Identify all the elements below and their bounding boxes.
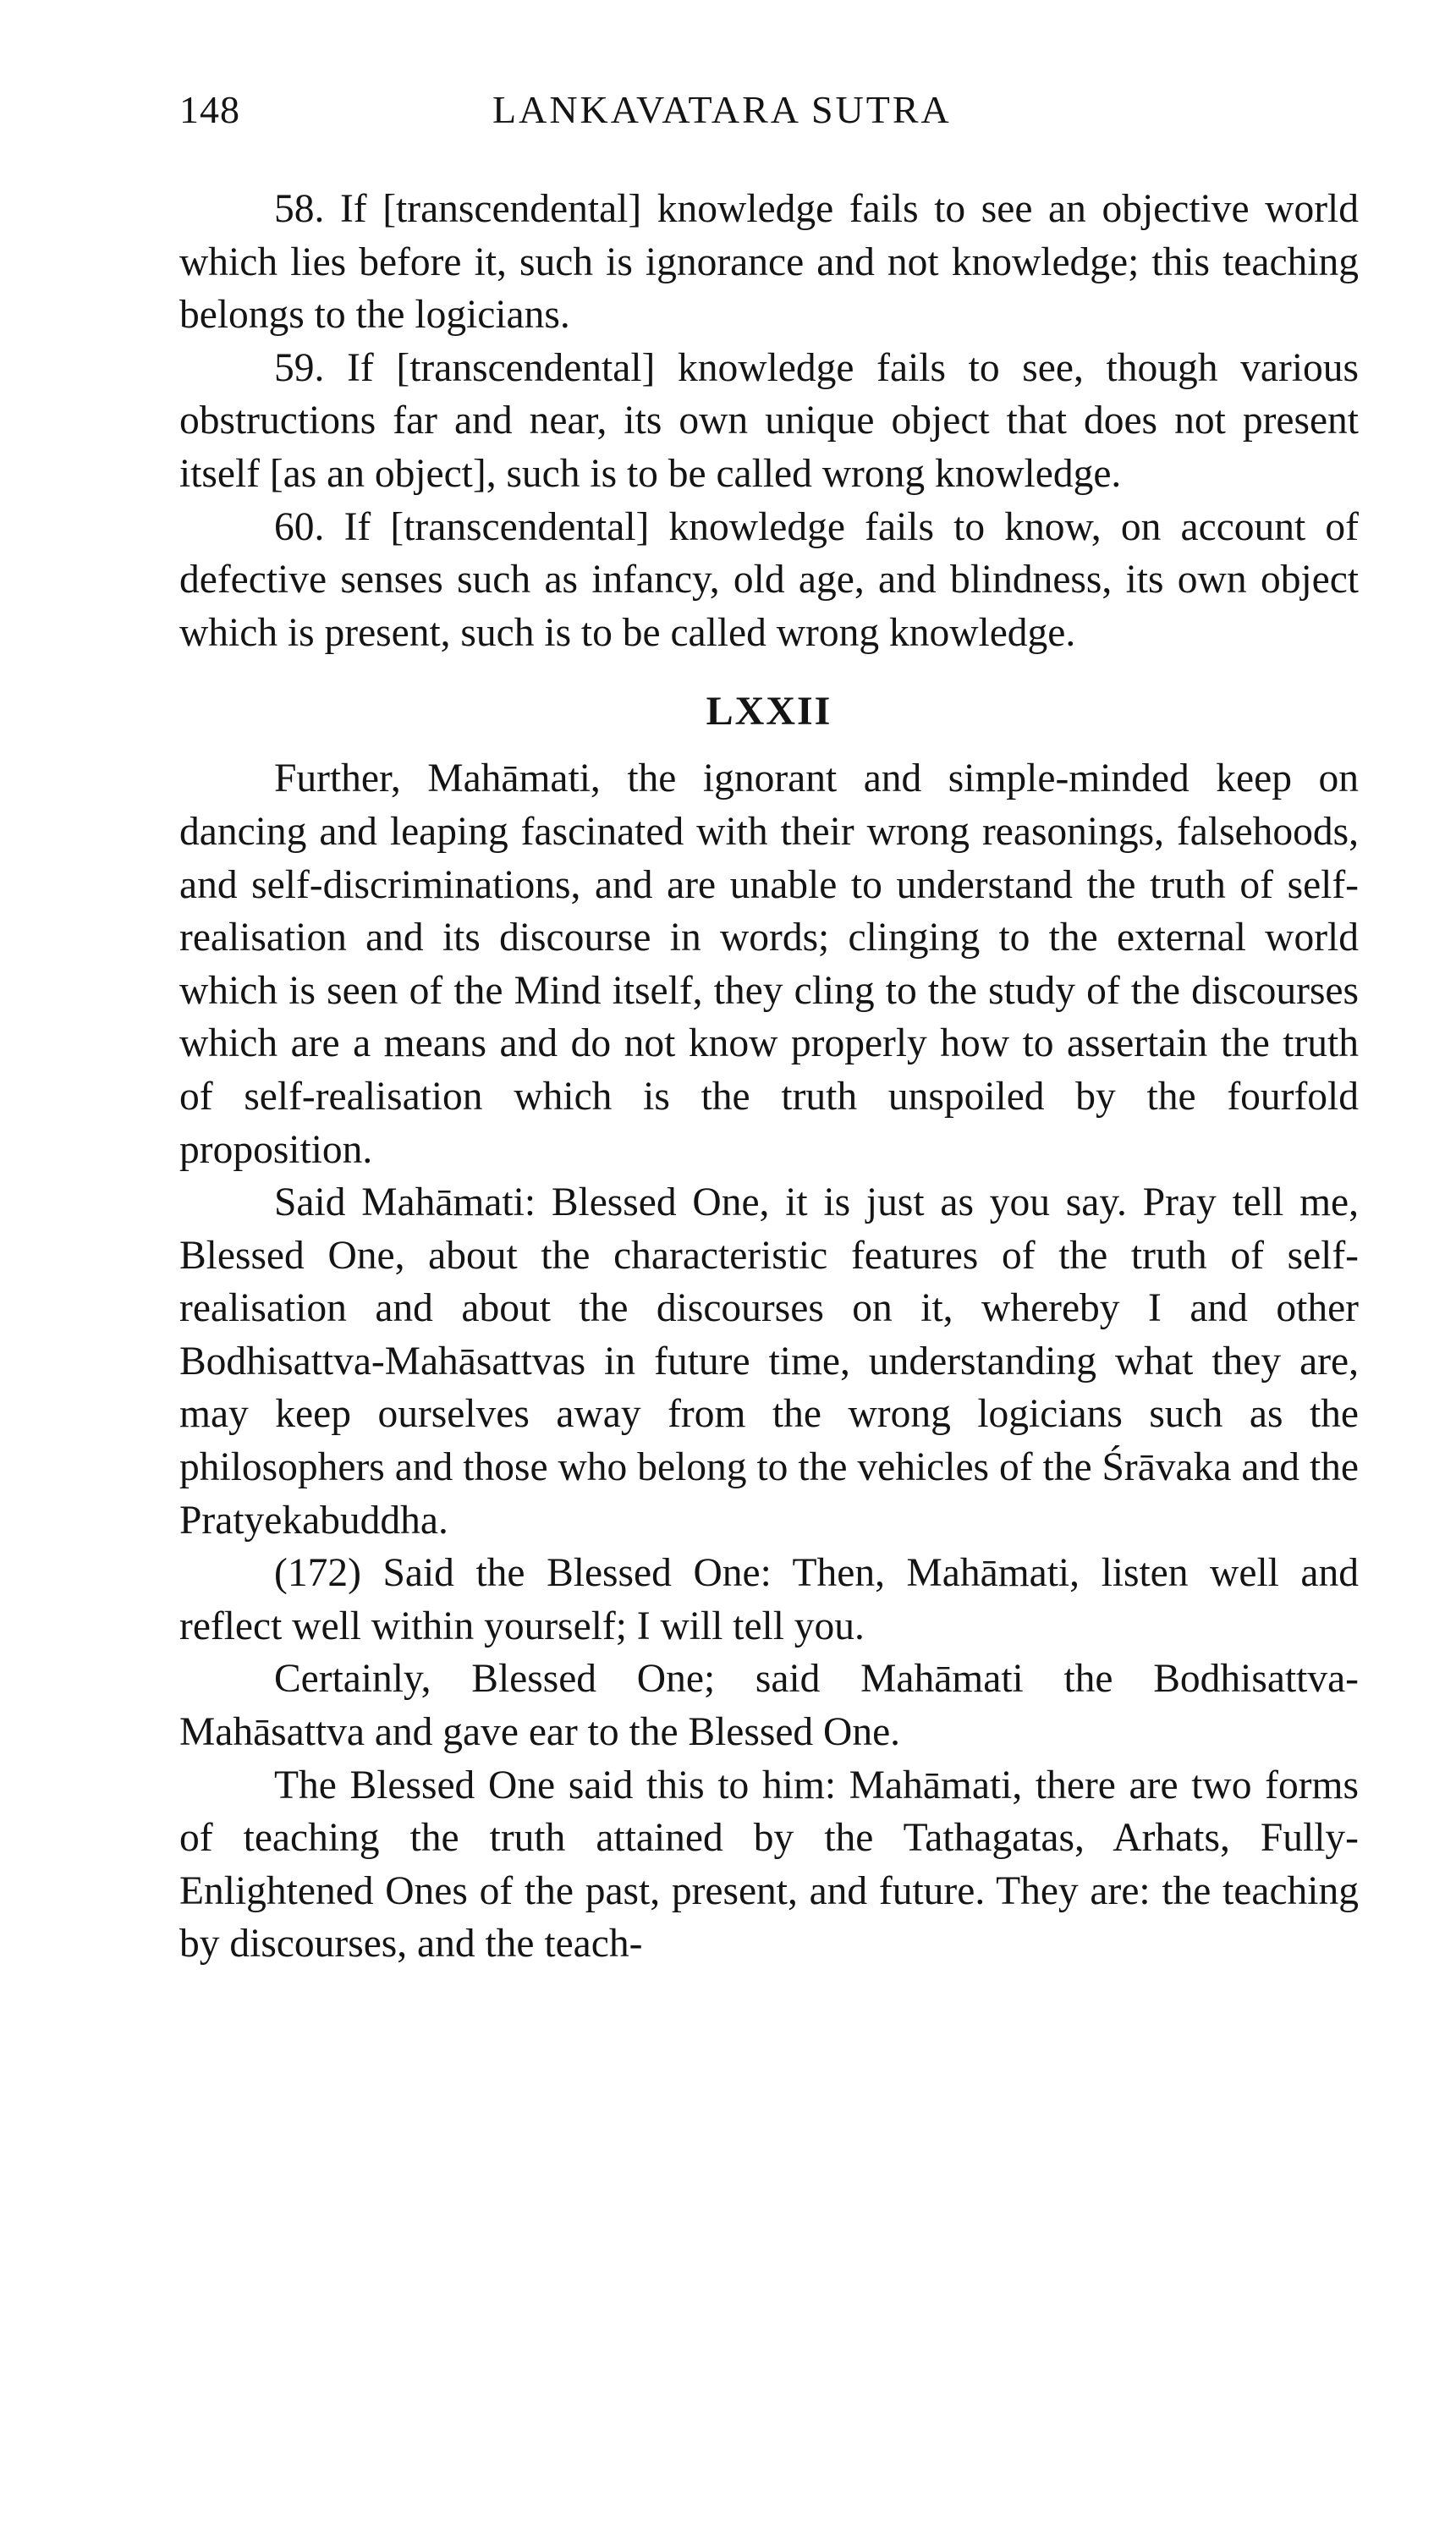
verse-59: 59. If [transcendental] knowledge fails to see, though various obstructions far and near, its own unique object that does not present itself [as an object], such is to be called wrong knowledge.	[179, 345, 1359, 496]
paragraph: Further, Mahāmati, the ignorant and simple-minded keep on dancing and leaping fascinated with their wrong reasonings, falsehoods, and self-discriminations, and are unable to understand the truth of self-realisation and its discourse in words; clinging to the external world which is seen of the Mind itself, they cling to the study of the discourses which are a means and do not know properly how to assertain the truth of self-realisation which is the truth unspoiled by the fourfold proposition.	[179, 756, 1359, 1172]
paragraph: Certainly, Blessed One; said Mahāmati the Bodhisattva-Mahāsattva and gave ear to the Blessed One.	[179, 1657, 1359, 1755]
paragraph: The Blessed One said this to him: Mahāmati, there are two forms of teaching the truth attained by the Tathagatas, Arhats, Fully-Enlightened Ones of the past, present, and future. They are: the teaching by discourses, and the teach-	[179, 1763, 1359, 1967]
page-number: 148	[179, 88, 240, 131]
running-title: LANKAVATARA SUTRA	[492, 88, 952, 131]
paragraph: (172) Said the Blessed One: Then, Mahāmati, listen well and reflect well within yourself; I will tell you.	[179, 1551, 1359, 1648]
body-text	[179, 183, 1359, 1971]
running-head	[179, 83, 1359, 137]
verse-60: 60. If [transcendental] knowledge fails to know, on account of defective senses such as infancy, old age, and blindness, its own object which is present, such is to be called wrong knowledge.	[179, 504, 1359, 655]
verse-58: 58. If [transcendental] knowledge fails to see an objective world which lies before it, such is ignorance and not knowledge; this teaching belongs to the logicians.	[179, 187, 1359, 338]
paragraph: Said Mahāmati: Blessed One, it is just as you say. Pray tell me, Blessed One, about the characteristic features of the truth of self-realisation and about the discourses on it, whereby I and other Bodhisattva-Mahāsattvas in future time, understanding what they are, may keep ourselves away from the wrong logicians such as the philosophers and those who belong to the vehicles of the Śrāvaka and the Pratyekabuddha.	[179, 1180, 1359, 1543]
section-heading: LXXII	[706, 689, 832, 734]
